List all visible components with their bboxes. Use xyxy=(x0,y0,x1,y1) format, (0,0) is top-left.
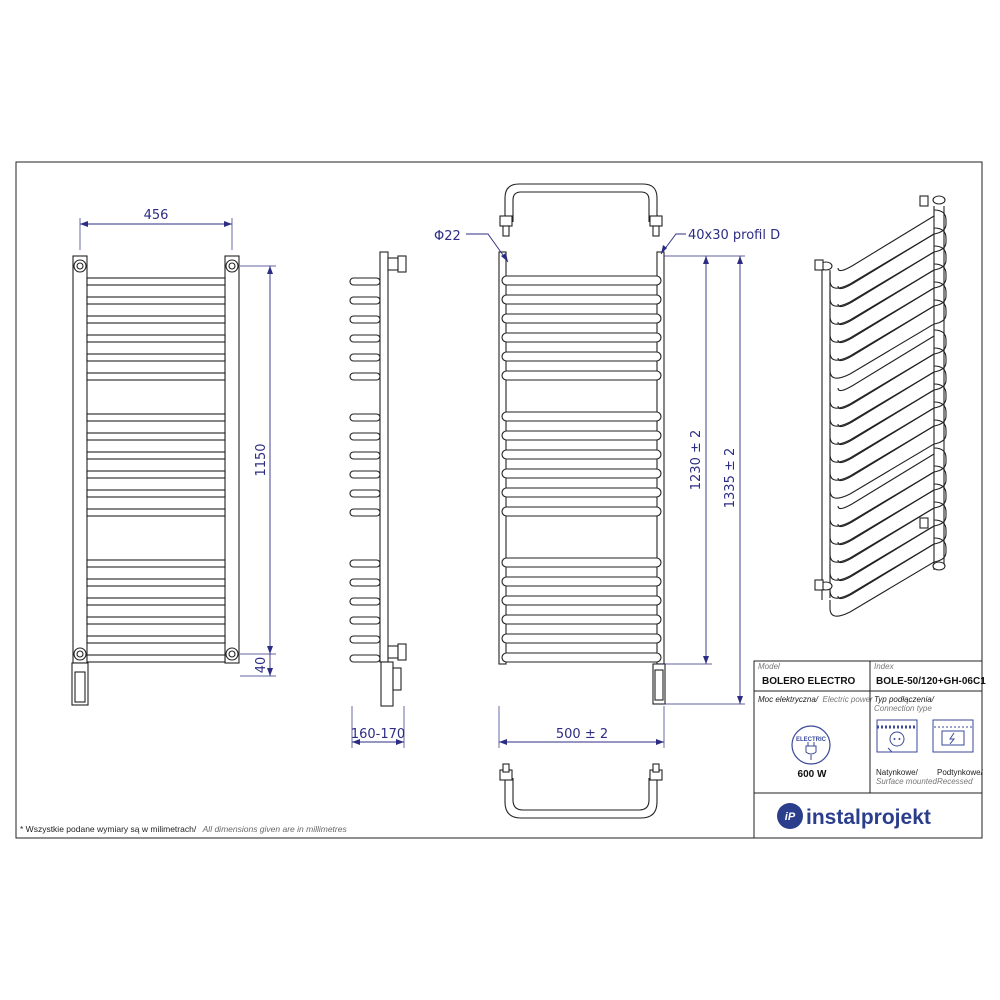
side-bar xyxy=(350,373,380,380)
front-bolt-tl-inner xyxy=(77,263,83,269)
front-bar xyxy=(87,598,225,605)
back-bar xyxy=(502,371,661,380)
side-bar xyxy=(350,414,380,421)
footnote-pl: * Wszystkie podane wymiary są w milimetrach/ xyxy=(20,824,197,834)
side-bracket-bottom-plate xyxy=(398,644,406,660)
front-bolt-br-inner xyxy=(229,651,235,657)
conn-label-en: Connection type xyxy=(874,704,932,713)
front-bar xyxy=(87,414,225,421)
power-value: 600 W xyxy=(797,769,827,780)
back-top-post-left xyxy=(503,226,509,236)
front-bar xyxy=(87,433,225,440)
brand-logo-mark: iP xyxy=(784,811,796,823)
side-heater-knob xyxy=(393,668,401,690)
footnote-en: All dimensions given are in millimetres xyxy=(202,824,347,834)
back-bar xyxy=(502,577,661,586)
dim-1230-arrow-bottom xyxy=(703,656,709,664)
dim-456-label: 456 xyxy=(143,208,169,223)
front-heater-body xyxy=(75,672,85,702)
back-bar xyxy=(502,469,661,478)
back-bars xyxy=(502,276,661,662)
side-bar xyxy=(350,297,380,304)
brand-name: instalprojekt xyxy=(806,806,931,829)
dim-1335-label: 1335 ± 2 xyxy=(723,447,738,509)
side-bar xyxy=(350,316,380,323)
side-bar xyxy=(350,560,380,567)
front-view xyxy=(72,208,276,705)
back-bar xyxy=(502,558,661,567)
back-bar xyxy=(502,615,661,624)
conn-label: Typ podłączenia/ xyxy=(874,695,934,704)
dim-1230-arrow-top xyxy=(703,256,709,264)
front-bar xyxy=(87,316,225,323)
front-bars xyxy=(87,278,225,662)
back-bar xyxy=(502,488,661,497)
index-label: Index xyxy=(874,662,894,671)
front-bar xyxy=(87,373,225,380)
bottom-post-right xyxy=(653,764,659,772)
front-bar xyxy=(87,354,225,361)
surface-icon-pin-left xyxy=(894,738,896,740)
back-bar xyxy=(502,412,661,421)
front-bar xyxy=(87,636,225,643)
back-bar xyxy=(502,596,661,605)
recessed-icon xyxy=(933,720,973,752)
back-bar xyxy=(502,314,661,323)
front-bar xyxy=(87,509,225,516)
dim-1335-arrow-bottom xyxy=(737,696,743,704)
iso-mount-tr xyxy=(920,196,928,206)
side-view xyxy=(350,252,406,748)
back-bar xyxy=(502,634,661,643)
back-bar xyxy=(502,507,661,516)
iso-loops xyxy=(830,210,946,616)
side-bracket-top-plate xyxy=(398,256,406,272)
front-bar xyxy=(87,655,225,662)
recessed-label: Podtynkowe/ xyxy=(937,768,983,777)
dim-40-label: 40 xyxy=(254,656,269,674)
bottom-post-left xyxy=(503,764,509,772)
back-heater-body xyxy=(655,670,663,700)
side-bracket-top xyxy=(388,258,398,270)
dim-profile-label: 40x30 profil D xyxy=(688,228,781,243)
iso-mount-bl xyxy=(815,580,823,590)
back-bar xyxy=(502,431,661,440)
iso-loop-outer xyxy=(830,348,946,426)
side-bar xyxy=(350,471,380,478)
iso-loop-outer xyxy=(830,210,946,288)
back-top-bracket-right xyxy=(650,216,662,226)
bottom-hoop-outer xyxy=(505,778,657,818)
side-bar xyxy=(350,598,380,605)
front-bolt-tr-inner xyxy=(229,263,235,269)
surface-label-en: Surface mounted xyxy=(876,777,937,786)
power-label-en: Electric power xyxy=(822,695,873,704)
bottom-hoop-view xyxy=(500,764,662,818)
side-heater-housing xyxy=(381,662,393,706)
side-rail xyxy=(380,252,388,662)
isometric-view xyxy=(815,196,946,616)
iso-loop-outer xyxy=(830,330,946,408)
dim-1150-arrow-top xyxy=(267,266,273,274)
back-top-hoop-outer xyxy=(505,184,657,222)
iso-bracket-br xyxy=(933,562,945,570)
front-bar xyxy=(87,297,225,304)
back-bar xyxy=(502,352,661,361)
surface-icon-pin-right xyxy=(899,738,901,740)
dim-1150-arrow-bottom xyxy=(267,646,273,654)
back-bar xyxy=(502,276,661,285)
electric-badge-text: ELECTRIC xyxy=(796,737,826,743)
front-bar xyxy=(87,560,225,567)
power-label-pl: Moc elektryczna/ xyxy=(758,695,819,704)
side-bar xyxy=(350,335,380,342)
front-bar xyxy=(87,471,225,478)
dim-500-arrow-left xyxy=(499,739,507,745)
front-right-rail xyxy=(225,256,239,663)
front-bar xyxy=(87,452,225,459)
side-bar xyxy=(350,655,380,662)
front-bar xyxy=(87,579,225,586)
model-value: BOLERO ELECTRO xyxy=(762,676,856,687)
iso-mount-tl xyxy=(815,260,823,270)
side-bar xyxy=(350,617,380,624)
surface-label: Natynkowe/ xyxy=(876,768,918,777)
dim-depth-label: 160-170 xyxy=(350,727,406,742)
dim-500-arrow-right xyxy=(656,739,664,745)
recessed-label-en: Recessed xyxy=(937,777,973,786)
dim-500-label: 500 ± 2 xyxy=(555,727,609,742)
front-bar xyxy=(87,617,225,624)
back-bar xyxy=(502,333,661,342)
dim-1150-label: 1150 xyxy=(254,443,269,477)
side-bar xyxy=(350,452,380,459)
back-top-hoop-inner xyxy=(513,192,649,222)
surface-mounted-icon xyxy=(877,720,917,752)
dim-1335-arrow-top xyxy=(737,256,743,264)
back-top-bracket-left xyxy=(500,216,512,226)
bottom-hoop-inner xyxy=(513,778,649,810)
iso-loop-outer xyxy=(830,228,946,306)
side-bar xyxy=(350,278,380,285)
dim-diameter-label: Φ22 xyxy=(434,229,461,244)
model-label: Model xyxy=(758,662,780,671)
index-value: BOLE-50/120+GH-06C1 xyxy=(876,676,986,687)
side-bar xyxy=(350,509,380,516)
side-bar xyxy=(350,490,380,497)
back-bar xyxy=(502,450,661,459)
front-bar xyxy=(87,335,225,342)
side-bar xyxy=(350,433,380,440)
front-bar xyxy=(87,490,225,497)
side-bar xyxy=(350,636,380,643)
iso-mount-br xyxy=(920,518,928,528)
dim-1230-label: 1230 ± 2 xyxy=(689,429,704,491)
surface-icon-socket xyxy=(890,732,904,746)
back-view xyxy=(434,184,780,748)
back-top-post-right xyxy=(653,226,659,236)
recessed-icon-box xyxy=(942,731,964,745)
front-left-rail xyxy=(73,256,87,663)
footnote xyxy=(20,819,347,836)
front-bolt-bl-inner xyxy=(77,651,83,657)
dim-profile-leader xyxy=(661,234,686,254)
back-bar xyxy=(502,653,661,662)
dim-456-arrow-right xyxy=(224,221,232,227)
back-bar xyxy=(502,295,661,304)
side-bar xyxy=(350,354,380,361)
dim-456-arrow-left xyxy=(80,221,88,227)
front-bar xyxy=(87,278,225,285)
iso-bracket-tr xyxy=(933,196,945,204)
title-block xyxy=(754,661,986,838)
side-bars xyxy=(350,278,380,662)
side-bar xyxy=(350,579,380,586)
side-bracket-bottom xyxy=(388,646,398,658)
